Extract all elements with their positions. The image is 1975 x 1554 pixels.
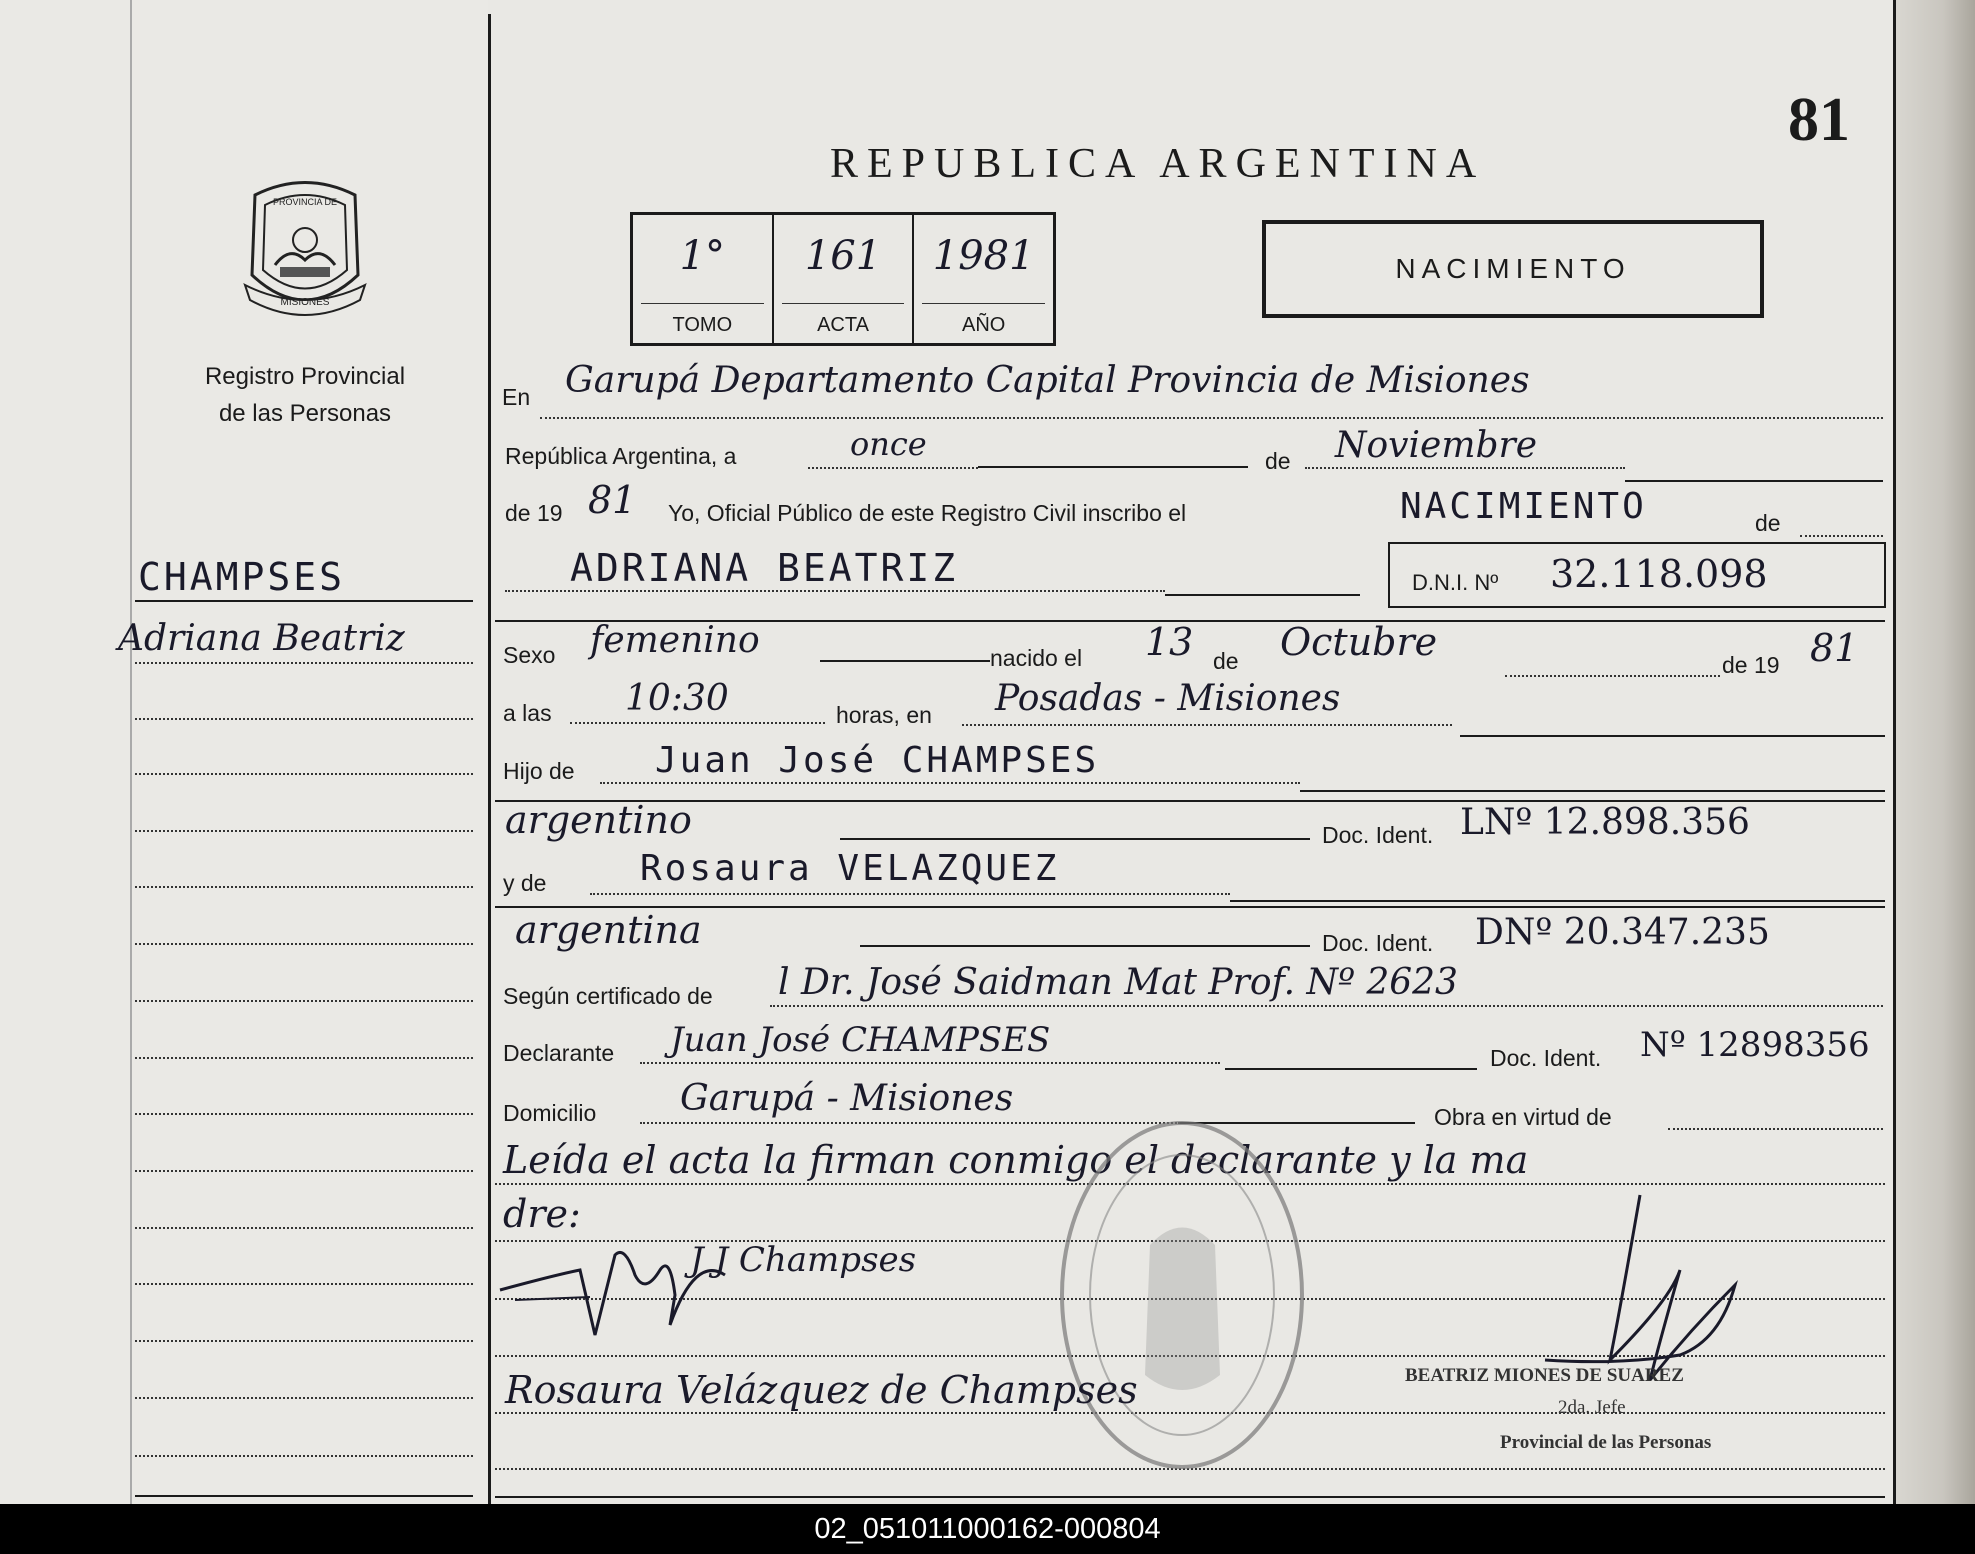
anio-label: AÑO <box>962 314 1006 336</box>
reference-box <box>630 212 1056 346</box>
closing-line1: Leída el acta la firman conmigo el declarante y la ma <box>503 1138 1529 1182</box>
de-label2: de <box>1755 510 1781 536</box>
dotted-line <box>590 893 1230 895</box>
rule <box>820 660 990 662</box>
margin-dots <box>135 718 473 720</box>
acta-label: ACTA <box>817 314 869 336</box>
province-seal-icon <box>240 175 370 325</box>
dotted-line <box>505 590 1165 592</box>
dotted-line <box>1305 467 1625 469</box>
birth-time-value: 10:30 <box>625 678 729 719</box>
declarant-doc-value: Nº 12898356 <box>1640 1025 1870 1065</box>
declarant-value: Juan José CHAMPSES <box>670 1020 1051 1060</box>
rule <box>1165 594 1360 596</box>
mother-doc-value: DNº 20.347.235 <box>1475 912 1770 953</box>
day-value: once <box>850 425 927 463</box>
father-signature-text: J J Champses <box>690 1240 917 1280</box>
hijo-label: Hijo de <box>503 758 575 784</box>
closing-line2: dre: <box>503 1192 581 1236</box>
de-label3: de <box>1213 648 1239 674</box>
dotted-line <box>770 1005 1883 1007</box>
margin-given-names: Adriana Beatriz <box>118 618 405 659</box>
dotted-line <box>808 467 978 469</box>
doc-ident-label: Doc. Ident. <box>1322 930 1434 956</box>
tomo-cell <box>633 215 774 343</box>
dotted-line <box>640 1062 1220 1064</box>
page-edge <box>1895 0 1975 1504</box>
acta-cell <box>774 215 915 343</box>
place-value: Garupá Departamento Capital Provincia de Misiones <box>565 360 1530 401</box>
anio-value: 1981 <box>932 233 1035 279</box>
svg-text:MISIONES: MISIONES <box>280 297 330 308</box>
svg-text:PROVINCIA DE: PROVINCIA DE <box>272 197 338 207</box>
officer-registry: Provincial de las Personas <box>1500 1432 1712 1453</box>
margin-surname: CHAMPSES <box>138 555 346 599</box>
mother-signature-text: Rosaura Velázquez de Champses <box>505 1368 1138 1412</box>
certificate-value: l Dr. José Saidman Mat Prof. Nº 2623 <box>778 962 1458 1003</box>
dni-label: D.N.I. Nº <box>1412 570 1499 595</box>
issuer-line2: de las Personas <box>218 400 392 427</box>
tomo-value: 1° <box>679 233 726 279</box>
republica-label: República Argentina, a <box>505 443 737 469</box>
rule <box>1625 480 1883 482</box>
dotted-line <box>570 722 825 724</box>
rule <box>1460 735 1885 737</box>
margin-dots <box>135 662 473 664</box>
father-doc-value: LNº 12.898.356 <box>1460 802 1750 843</box>
divider <box>922 303 1045 304</box>
margin-dots <box>135 1227 473 1229</box>
document-type-box <box>1262 220 1764 318</box>
nacido-label: nacido el <box>990 645 1083 671</box>
father-name-value: Juan José CHAMPSES <box>655 740 1100 781</box>
obra-label: Obra en virtud de <box>1434 1104 1612 1130</box>
doc-ident-label: Doc. Ident. <box>1490 1045 1602 1071</box>
y-de-label: y de <box>503 870 547 896</box>
doc-ident-label: Doc. Ident. <box>1322 822 1434 848</box>
a-las-label: a las <box>503 700 552 726</box>
margin-dots <box>135 1057 473 1059</box>
margin-dots <box>135 1170 473 1172</box>
birth-month-value: Octubre <box>1280 620 1438 664</box>
birth-year-value: 81 <box>1810 626 1859 670</box>
mother-name-value: Rosaura VELAZQUEZ <box>640 848 1060 889</box>
margin-dots <box>135 886 473 888</box>
sex-value: femenino <box>590 620 760 661</box>
rule <box>495 906 1885 908</box>
image-id-caption: 02_051011000162-000804 <box>814 1513 1161 1545</box>
dni-value: 32.118.098 <box>1550 552 1768 596</box>
year-suffix-value: 81 <box>588 478 637 522</box>
margin-dots <box>135 773 473 775</box>
father-signature-icon <box>495 1215 915 1365</box>
en-label: En <box>502 384 531 410</box>
margin-rule <box>135 600 473 602</box>
stub-divider <box>488 14 491 1504</box>
dni-box <box>1388 542 1886 608</box>
divider <box>641 303 764 304</box>
page-number: 81 <box>1788 86 1850 154</box>
margin-dots <box>135 1000 473 1002</box>
dotted-line <box>600 782 1300 784</box>
margin-dots <box>135 1340 473 1342</box>
dotted-line <box>540 417 1883 419</box>
rule <box>840 838 1310 840</box>
rule <box>978 466 1248 468</box>
rule <box>1300 790 1885 792</box>
de-label: de <box>1265 448 1291 474</box>
document-type: NACIMIENTO <box>1395 253 1631 284</box>
margin-dots <box>135 1455 473 1457</box>
rule <box>1225 1068 1477 1070</box>
sexo-label: Sexo <box>503 642 556 668</box>
child-name-value: ADRIANA BEATRIZ <box>570 546 959 590</box>
margin-dots <box>135 1283 473 1285</box>
tomo-label: TOMO <box>672 314 733 336</box>
registry-stamp-icon <box>1055 1115 1310 1475</box>
birth-year-label: de 19 <box>1722 652 1780 678</box>
dotted-line <box>1505 675 1720 677</box>
bottom-rule <box>495 1496 1885 1498</box>
dotted-line <box>962 724 1452 726</box>
anio-cell <box>914 215 1053 343</box>
divider <box>782 303 905 304</box>
act-kind-value: NACIMIENTO <box>1400 486 1647 527</box>
acta-value: 161 <box>804 233 882 279</box>
certificado-label: Según certificado de <box>503 983 713 1009</box>
declarante-label: Declarante <box>503 1040 615 1066</box>
margin-dots <box>135 1397 473 1399</box>
birth-place-value: Posadas - Misiones <box>995 678 1341 719</box>
officer-position: 2da. Jefe <box>1558 1397 1626 1418</box>
statement-label: Yo, Oficial Público de este Registro Civil inscribo el <box>668 500 1187 526</box>
officer-name: BEATRIZ MIONES DE SUAREZ <box>1405 1365 1684 1386</box>
issuer-name <box>160 358 450 432</box>
father-nationality-value: argentino <box>505 798 692 842</box>
year-prefix-label: de 19 <box>505 500 563 526</box>
page-title: REPUBLICA ARGENTINA <box>830 141 1486 187</box>
domicile-value: Garupá - Misiones <box>680 1078 1014 1119</box>
right-border <box>1893 0 1896 1504</box>
dotted-line <box>1668 1128 1883 1130</box>
margin-dots <box>135 1113 473 1115</box>
rule <box>860 945 1310 947</box>
officer-signature-icon <box>1530 1190 1750 1430</box>
margin-dots <box>135 943 473 945</box>
margin-rule <box>135 1495 473 1497</box>
mother-nationality-value: argentina <box>515 908 702 952</box>
horas-label: horas, en <box>836 702 932 728</box>
month-value: Noviembre <box>1335 425 1538 466</box>
issuer-line1: Registro Provincial <box>204 363 406 390</box>
left-border <box>130 0 132 1504</box>
birth-day-value: 13 <box>1145 620 1194 664</box>
dotted-line <box>1800 535 1883 537</box>
rule <box>1230 900 1885 902</box>
margin-dots <box>135 830 473 832</box>
domicilio-label: Domicilio <box>503 1100 597 1126</box>
